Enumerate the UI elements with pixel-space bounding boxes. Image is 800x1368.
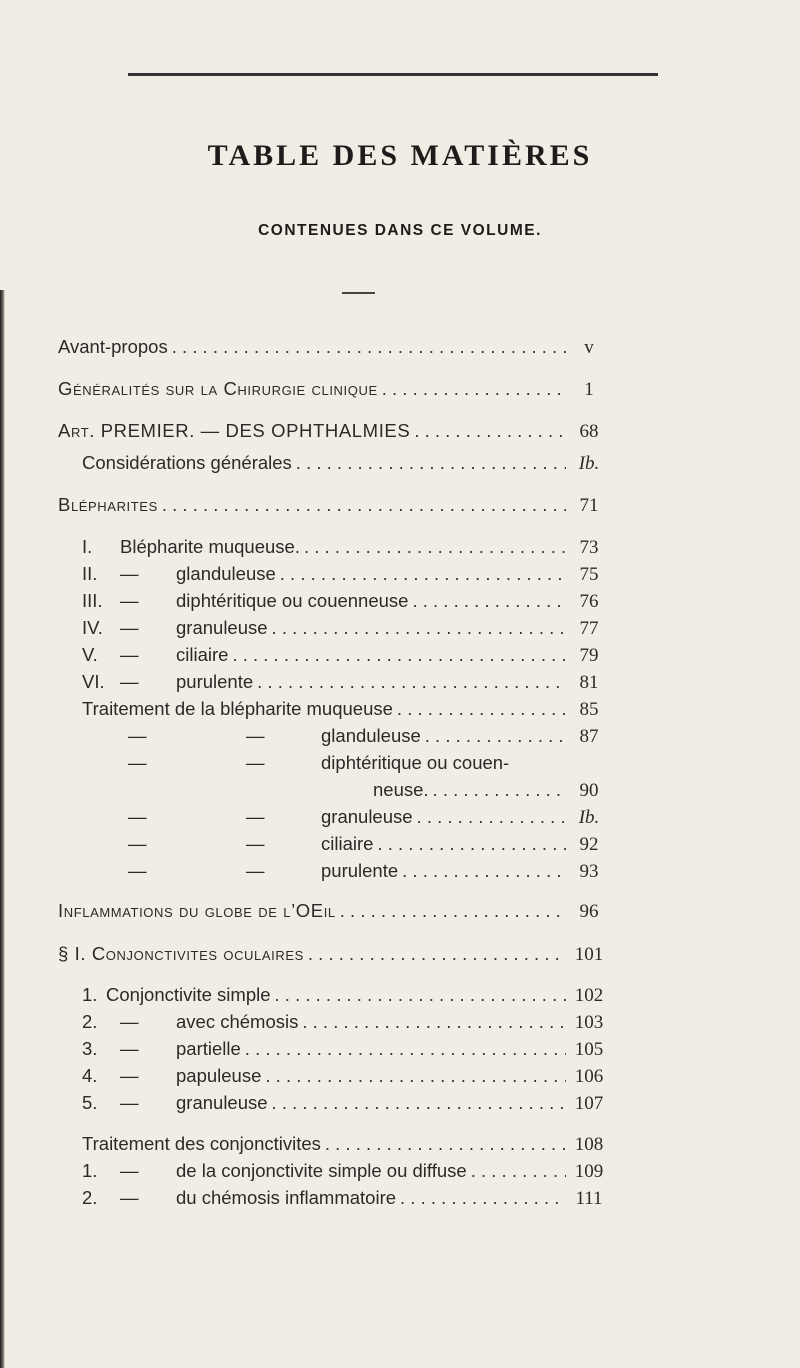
leader-dots [304,534,566,560]
toc-entry-label: Avant-propos [58,336,168,357]
toc-entry-label: Art. PREMIER. — DES OPHTHALMIES [58,420,411,441]
entry-number: 3. [82,1038,98,1059]
page-subtitle: CONTENUES DANS CE VOLUME. [258,222,542,239]
entry-number: III. [82,590,103,611]
entry-text: granuleuse [176,617,268,638]
leader-dots [275,982,566,1008]
leader-dots [272,1090,566,1116]
leader-dots [471,1158,566,1184]
entry-dash: — [120,1065,139,1086]
toc-page-number: 71 [579,495,599,516]
toc-entry-partielle [82,1036,606,1062]
toc-page-number: 81 [579,672,599,693]
entry-number: IV. [82,617,103,638]
leader-dots [400,1185,566,1211]
entry-dash: — [246,752,265,773]
entry-number: V. [82,644,98,665]
toc-entry-label [82,982,271,1008]
toc-page-number: 77 [579,618,599,639]
toc-entry-label: Traitement de la blépharite muqueuse [82,698,393,719]
entry-text: Conjonctivite simple [106,984,271,1005]
toc-entry-label [82,642,228,668]
toc-page-number: 111 [575,1188,603,1209]
entry-number: 4. [82,1065,98,1086]
entry-number: 1. [82,1160,98,1181]
entry-dash: — [246,725,265,746]
entry-number: I. [82,536,93,557]
entry-text: glanduleuse [176,563,276,584]
toc-entry-label: Considérations générales [82,452,292,473]
toc-page-number: Ib. [578,453,600,474]
toc-page-number: 96 [579,901,599,922]
leader-dots [265,1063,566,1089]
toc-entry-label: Généralités sur la Chirurgie clinique [58,378,378,399]
entry-dash: — [120,1160,139,1181]
entry-number: VI. [82,671,105,692]
leader-dots [414,418,566,444]
toc-entry-blepharites [58,492,606,518]
toc-entry-label [82,1185,396,1211]
toc-entry-purulente [82,669,606,695]
toc-entry-generalites [58,376,606,402]
entry-dash: — [120,644,139,665]
toc-entry-ciliaire [82,642,606,668]
toc-entry-label [82,534,300,560]
toc-entry-papuleuse [82,1063,606,1089]
toc-entry-traitement-conjonctivites [82,1131,606,1157]
entry-dash: — [246,860,265,881]
entry-number: 1. [82,984,98,1005]
leader-dots [382,376,566,402]
entry-number: 2. [82,1011,98,1032]
entry-dash: — [120,1092,139,1113]
toc-entry-label [128,723,421,749]
entry-dash: — [128,860,147,881]
toc-page-number: 90 [579,780,599,801]
toc-page-number: 106 [574,1066,604,1087]
entry-text: avec chémosis [176,1011,299,1032]
entry-dash: — [120,671,139,692]
entry-text: glanduleuse [321,725,421,746]
toc-entry-label [82,1158,467,1184]
toc-page-number: 102 [574,985,604,1006]
page-title: TABLE DES MATIÈRES [207,139,593,172]
entry-dash: — [120,1187,139,1208]
toc-entry-chemosis [82,1009,606,1035]
entry-dash: — [120,563,139,584]
toc-page-number: 108 [574,1134,604,1155]
toc-entry-inflammations [58,898,606,924]
toc-entry-diphteritique [82,588,606,614]
leader-dots [245,1036,566,1062]
toc-entry-label [82,1063,261,1089]
toc-entry-label [82,588,408,614]
leader-dots [232,642,566,668]
toc-entry-label [82,1009,298,1035]
toc-page-number: v [584,337,594,358]
toc-entry-label: neuse. [373,779,429,800]
toc-page-number: 101 [574,944,604,965]
toc-entry-label: § I. Conjonctivites oculaires [58,943,304,964]
toc-entry-label: Inflammations du globe de l’OEil [58,900,336,921]
entry-text: purulente [176,671,254,692]
entry-text: ciliaire [176,644,229,665]
leader-dots [397,696,566,722]
toc-page-number: 85 [579,699,599,720]
toc-entry-conj-granuleuse [82,1090,606,1116]
toc-page-number: 73 [579,537,599,558]
toc-entry-avant-propos [58,334,606,360]
leader-dots [272,615,566,641]
toc-entry-chemosis-inflammatoire [82,1185,606,1211]
entry-dash: — [246,806,265,827]
toc-entry-traitement-ciliaire [128,831,606,857]
toc-page-number: 75 [579,564,599,585]
toc-entry-label: Traitement des conjonctivites [82,1133,321,1154]
toc-page-number: 87 [579,726,599,747]
leader-dots [257,669,566,695]
toc-page-number: 105 [574,1039,604,1060]
toc-entry-article-premier [58,418,606,444]
leader-dots [302,1009,566,1035]
entry-text: Blépharite muqueuse. [120,536,300,557]
leader-dots [308,941,566,967]
toc-page-number: Ib. [578,807,600,828]
toc-entry-label [82,1090,268,1116]
entry-text: granuleuse [321,806,413,827]
toc-entry-conjonctivites [58,941,606,967]
leader-dots [296,450,566,476]
leader-dots [417,804,566,830]
toc-entry-label: Blépharites [58,494,158,515]
entry-text: du chémosis inflammatoire [176,1187,397,1208]
leader-dots [340,898,566,924]
toc-entry-conj-simple-diffuse [82,1158,606,1184]
leader-dots [402,858,566,884]
entry-text: partielle [176,1038,241,1059]
toc-page-number: 92 [579,834,599,855]
toc-entry-traitement-diphteritique-cont [373,777,606,803]
toc-entry-label [128,804,413,830]
toc-page-number: 68 [579,421,599,442]
entry-dash: — [120,1038,139,1059]
toc-entry-label [82,669,253,695]
toc-entry-considerations [82,450,606,476]
toc-entry-granuleuse [82,615,606,641]
toc-entry-traitement-blepharite [82,696,606,722]
entry-dash: — [120,617,139,638]
toc-entry-label [82,561,276,587]
toc-entry-label [128,831,373,857]
leader-dots [172,334,566,360]
entry-dash: — [120,1011,139,1032]
leader-dots [280,561,566,587]
toc-entry-traitement-purulente [128,858,606,884]
entry-dash: — [246,833,265,854]
entry-text: diphtéritique ou couenneuse [176,590,409,611]
toc-page-number: 107 [574,1093,604,1114]
entry-number: II. [82,563,98,584]
toc-page-number: 79 [579,645,599,666]
leader-dots [162,492,566,518]
leader-dots [433,777,566,803]
leader-dots [325,1131,566,1157]
entry-text: de la conjonctivite simple ou diffuse [176,1160,467,1181]
toc-entry-label [82,1036,241,1062]
toc-page-number: 1 [584,379,594,400]
toc-entry-traitement-diphteritique [128,750,606,776]
toc-entry-conjonctivite-simple [82,982,606,1008]
toc-entry-label [128,750,509,776]
entry-dash: — [128,725,147,746]
entry-text: ciliaire [321,833,374,854]
toc-page-number: 76 [579,591,599,612]
entry-text: purulente [321,860,399,881]
toc-entry-glanduleuse [82,561,606,587]
entry-dash: — [128,833,147,854]
toc-entry-label [82,615,268,641]
leader-dots [412,588,566,614]
toc-page-number: 103 [574,1012,604,1033]
toc-page-number: 93 [579,861,599,882]
entry-number: 5. [82,1092,98,1113]
entry-text: papuleuse [176,1065,262,1086]
entry-number: 2. [82,1187,98,1208]
entry-text: diphtéritique ou couen- [321,752,510,773]
leader-dots [425,723,566,749]
toc-entry-blepharite-muqueuse [82,534,606,560]
entry-text: granuleuse [176,1092,268,1113]
toc-page-number: 109 [574,1161,604,1182]
toc-entry-label [128,858,398,884]
entry-dash: — [128,806,147,827]
leader-dots [377,831,566,857]
entry-dash: — [120,590,139,611]
entry-dash: — [128,752,147,773]
toc-entry-traitement-granuleuse [128,804,606,830]
toc-entry-traitement-glanduleuse [128,723,606,749]
